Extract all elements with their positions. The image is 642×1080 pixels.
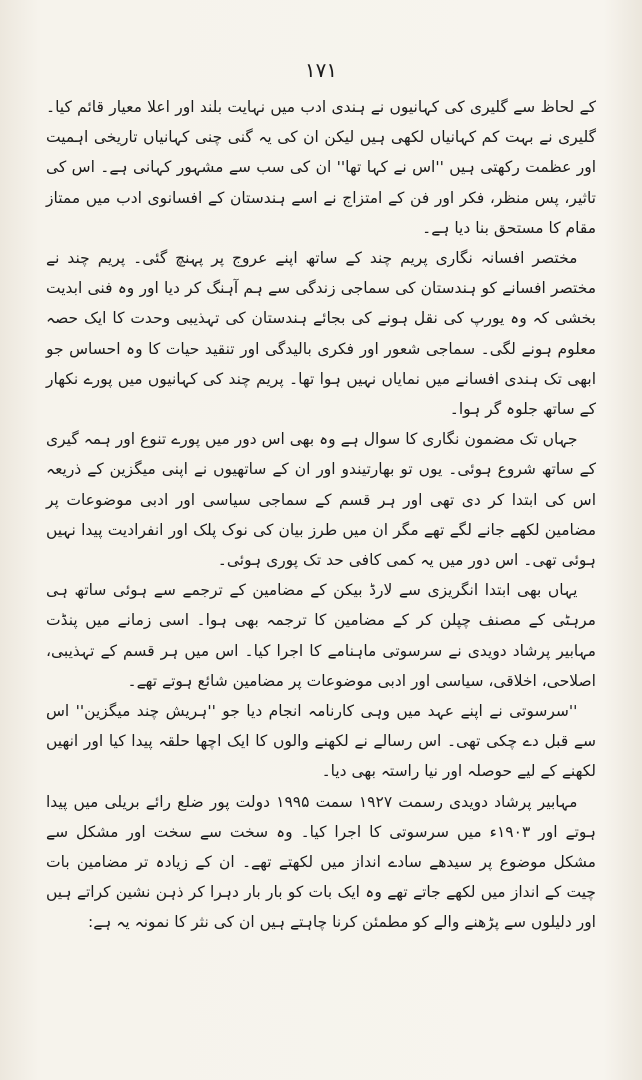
paragraph-saraswati: ''سرسوتی نے اپنے عہد میں وہی کارنامہ انجام دیا جو ''ہریش چند میگزین'' اس سے قبل دے چکی تھی۔ اس رسالے نے لکھنے والوں کا ایک اچھا حلقہ پیدا کیا اور انھیں لکھنے کے لیے حوصلہ اور نیا راستہ بھی دیا۔	[46, 702, 596, 781]
paragraph-premchand: مختصر افسانہ نگاری پریم چند کے ساتھ اپنے عروج پر پہنچ گئی۔ پریم چند نے مختصر افسانے کو ہندستان کی سماجی زندگی سے ہم آہنگ کر دیا اور وہ فنی ابدیت بخشی کہ وہ یورپ کی نقل ہونے کی بجائے ہندستان کی تہذیبی وحدت کا ایک حصہ معلوم ہونے لگی۔ سماجی شعور اور فکری بالیدگی اور تنقید حیات کا وہ احساس جو ابھی تک ہندی افسانے میں نمایاں نہیں ہوا تھا۔ پریم چند کی کہانیوں میں پورے نکھار کے ساتھ جلوہ گر ہوا۔	[46, 249, 596, 419]
page-number: ۱۷۱	[304, 58, 338, 82]
page-body-text	[46, 92, 596, 938]
paragraph-galeri: کے لحاظ سے گلیری کی کہانیوں نے ہندی ادب میں نہایت بلند اور اعلا معیار قائم کیا۔ گلیری نے بہت کم کہانیاں لکھی ہیں لیکن ان کی یہ گنی چنی کہانیاں تاریخی اہمیت اور عظمت رکھتی ہیں ''اس نے کہا تھا'' ان کی سب سے مشہور کہانی ہے۔ اس کی تاثیر، پس منظر، فکر اور فن کے امتزاج نے اسے ہندستان کے افسانوی ادب میں ممتاز مقام کا مستحق بنا دیا ہے۔	[46, 98, 596, 237]
paragraph-dwivedi: مہابیر پرشاد دویدی رسمت ۱۹۲۷ سمت ۱۹۹۵ دولت پور ضلع رائے بریلی میں پیدا ہوتے اور ۱۹۰۳ء میں سرسوتی کا اجرا کیا۔ وہ سخت سے سخت اور مشکل سے مشکل موضوع پر سیدھے سادے انداز میں لکھتے تھے۔ ان کے زیادہ تر مضامین بات چیت کے انداز میں لکھے جاتے تھے وہ ایک بات کو بار بار دہرا کر ذہن نشین کراتے ہیں اور دلیلوں سے پڑھنے والے کو مطمئن کرنا چاہتے ہیں ان کی نثر کا نمونہ یہ ہے:	[46, 792, 596, 932]
paragraph-essay-writing: جہاں تک مضمون نگاری کا سوال ہے وہ بھی اس دور میں پورے تنوع اور ہمہ گیری کے ساتھ شروع ہوئی۔ یوں تو بھارتیندو اور ان کے ساتھیوں نے اپنی میگزین کے ذریعہ اس کی ابتدا کر دی تھی اور ہر قسم کے سماجی سیاسی اور ادبی موضوعات پر مضامین لکھے جانے لگے تھے مگر ان میں طرز بیان کی نوک پلک اور انفرادیت پیدا نہیں ہوئی تھی۔ اس دور میں یہ کمی کافی حد تک پوری ہوئی۔	[46, 430, 596, 570]
paragraph-translations: یہاں بھی ابتدا انگریزی سے لارڈ بیکن کے مضامین کے ترجمے سے ہوئی ساتھ ہی مرہٹی کے مصنف چپلن کر کے مضامین کا ترجمہ بھی ہوا۔ اسی زمانے میں پنڈت مہابیر پرشاد دویدی نے سرسوتی ماہنامے کا اجرا کیا۔ اس میں ہر قسم کے تہذیبی، اصلاحی، اخلاقی، سیاسی اور ادبی موضوعات پر مضامین شائع ہوتے تھے۔	[46, 581, 596, 690]
